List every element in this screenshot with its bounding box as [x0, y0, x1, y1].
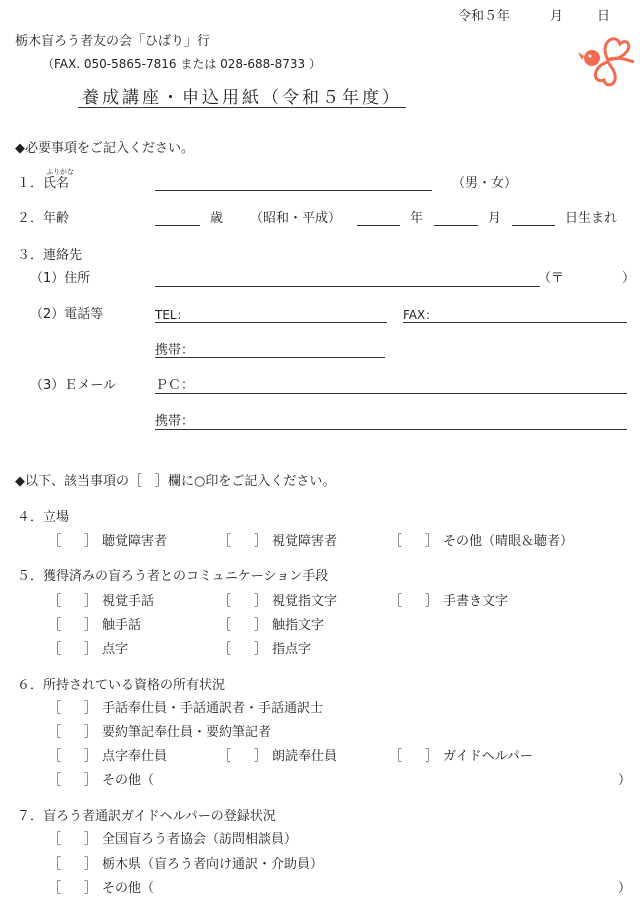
- q6-checkbox-close-bracket[interactable]: ］: [84, 749, 98, 764]
- q4-option-label: 視覚障害者: [272, 534, 338, 549]
- birth-unit: 日生まれ: [565, 211, 618, 226]
- q7-checkbox-open-bracket[interactable]: ［: [48, 832, 62, 847]
- era-choice: （昭和・平成）: [250, 211, 342, 226]
- q6-option-label: 手話奉仕員・手話通訳者・手話通訳士: [102, 701, 324, 716]
- q6-checkbox-open-bracket[interactable]: ［: [48, 749, 62, 764]
- birth-year-field[interactable]: [357, 225, 400, 226]
- q4-checkbox-close-bracket[interactable]: ］: [425, 534, 439, 549]
- q6-label: ６．所持されている資格の所有状況: [17, 678, 226, 693]
- q5-checkbox-open-bracket[interactable]: ［: [218, 594, 232, 609]
- q5-checkbox-open-bracket[interactable]: ［: [218, 642, 232, 657]
- q4-checkbox-open-bracket[interactable]: ［: [218, 534, 232, 549]
- birth-day-field[interactable]: [512, 225, 555, 226]
- age-unit: 歳: [210, 211, 224, 226]
- year-unit: 年: [410, 211, 424, 226]
- instruction-check: ◆以下、該当事項の［ ］欄に○印をご記入ください。: [15, 474, 336, 489]
- q5-checkbox-open-bracket[interactable]: ［: [48, 618, 62, 633]
- q7-checkbox-close-bracket[interactable]: ］: [84, 881, 98, 896]
- q5-checkbox-open-bracket[interactable]: ［: [48, 594, 62, 609]
- q4-checkbox-open-bracket[interactable]: ［: [48, 534, 62, 549]
- date-era-year: 令和５年: [458, 9, 511, 24]
- tel-field[interactable]: [155, 322, 387, 323]
- q7-option-label: その他（: [102, 881, 155, 896]
- address-field[interactable]: [155, 286, 540, 287]
- q5-option-label: 指点字: [272, 642, 312, 657]
- q5-checkbox-open-bracket[interactable]: ［: [48, 642, 62, 657]
- q5-checkbox-close-bracket[interactable]: ］: [254, 618, 268, 633]
- instruction-required: ◆必要事項をご記入ください。: [15, 141, 194, 156]
- q7-checkbox-open-bracket[interactable]: ［: [48, 881, 62, 896]
- pc-email-field[interactable]: [155, 393, 627, 394]
- q6-option-label: 朗読奉仕員: [272, 749, 338, 764]
- q5-checkbox-open-bracket[interactable]: ［: [389, 594, 403, 609]
- mobile-email-field[interactable]: [155, 429, 627, 430]
- date-day: 日: [597, 9, 611, 24]
- email-label: （3）Ｅメール: [30, 378, 117, 393]
- q6-option-label: ガイドヘルパー: [443, 749, 533, 764]
- q7-label: ７．盲ろう者通訳ガイドヘルパーの登録状況: [17, 809, 276, 824]
- postal-close: ）: [622, 271, 636, 286]
- q6-option-label: 要約筆記奉仕員・要約筆記者: [102, 725, 272, 740]
- q4-checkbox-close-bracket[interactable]: ］: [254, 534, 268, 549]
- q2-age-label: ２．年齢: [17, 211, 70, 226]
- date-month: 月: [550, 9, 564, 24]
- tel-label: TEL：: [155, 308, 189, 322]
- q6-checkbox-open-bracket[interactable]: ［: [48, 725, 62, 740]
- q5-checkbox-open-bracket[interactable]: ［: [218, 618, 232, 633]
- fax-label: FAX：: [403, 308, 438, 322]
- q6-checkbox-close-bracket[interactable]: ］: [254, 749, 268, 764]
- q6-option-label: 点字奉仕員: [102, 749, 168, 764]
- q7-option-label: 栃木県（盲ろう者向け通訳・介助員）: [102, 857, 324, 872]
- q1-name-label: １．氏名: [17, 176, 70, 191]
- q5-option-label: 視覚指文字: [272, 594, 338, 609]
- phone-label: （2）電話等: [30, 307, 104, 322]
- age-field[interactable]: [155, 225, 200, 226]
- q7-option-label: 全国盲ろう者協会（訪問相談員）: [102, 832, 298, 847]
- month-unit: 月: [488, 211, 502, 226]
- q7-checkbox-close-bracket[interactable]: ］: [84, 832, 98, 847]
- q7-other-close: ）: [618, 881, 632, 896]
- fax-field[interactable]: [403, 322, 627, 323]
- name-field[interactable]: [155, 190, 432, 191]
- q5-checkbox-close-bracket[interactable]: ］: [84, 594, 98, 609]
- q4-checkbox-close-bracket[interactable]: ］: [84, 534, 98, 549]
- q6-other-close: ）: [618, 773, 632, 788]
- q6-checkbox-close-bracket[interactable]: ］: [84, 701, 98, 716]
- q4-label: ４．立場: [17, 510, 70, 525]
- hibari-logo-icon: [578, 32, 634, 88]
- q6-checkbox-close-bracket[interactable]: ］: [425, 749, 439, 764]
- q6-checkbox-close-bracket[interactable]: ］: [84, 725, 98, 740]
- gender-choice: （男・女）: [452, 176, 518, 191]
- q4-checkbox-open-bracket[interactable]: ［: [389, 534, 403, 549]
- recipient: 栃木盲ろう者友の会「ひばり」行: [15, 34, 211, 49]
- q5-checkbox-close-bracket[interactable]: ］: [254, 594, 268, 609]
- page-title: 養成講座・申込用紙（令和５年度）: [78, 90, 406, 108]
- q5-checkbox-close-bracket[interactable]: ］: [84, 642, 98, 657]
- q5-label: ５．獲得済みの盲ろう者とのコミュニケーション手段: [17, 569, 329, 584]
- q6-checkbox-close-bracket[interactable]: ］: [84, 773, 98, 788]
- q5-option-label: 手書き文字: [443, 594, 509, 609]
- q6-option-label: その他（: [102, 773, 155, 788]
- q6-checkbox-open-bracket[interactable]: ［: [389, 749, 403, 764]
- q4-option-label: 聴覚障害者: [102, 534, 168, 549]
- q6-checkbox-open-bracket[interactable]: ［: [48, 701, 62, 716]
- birth-month-field[interactable]: [434, 225, 478, 226]
- furigana-label: ふりがな: [46, 168, 74, 176]
- q6-checkbox-open-bracket[interactable]: ［: [48, 773, 62, 788]
- mobile-phone-field[interactable]: [155, 357, 385, 358]
- mobile-phone-label: 携帯：: [155, 343, 195, 358]
- q5-option-label: 触指文字: [272, 618, 325, 633]
- q5-option-label: 視覚手話: [102, 594, 155, 609]
- q4-option-label: その他（晴眼＆聴者）: [443, 534, 574, 549]
- q3-contact-label: ３．連絡先: [17, 248, 83, 263]
- postal-label: （〒: [538, 271, 565, 286]
- mobile-email-label: 携帯：: [155, 414, 195, 429]
- address-label: （1）住所: [30, 271, 91, 286]
- q7-checkbox-close-bracket[interactable]: ］: [84, 857, 98, 872]
- q7-checkbox-open-bracket[interactable]: ［: [48, 857, 62, 872]
- pc-email-label: ＰＣ：: [155, 378, 195, 393]
- q5-checkbox-close-bracket[interactable]: ］: [84, 618, 98, 633]
- q5-option-label: 触手話: [102, 618, 142, 633]
- q5-checkbox-close-bracket[interactable]: ］: [254, 642, 268, 657]
- q5-checkbox-close-bracket[interactable]: ］: [425, 594, 439, 609]
- q6-checkbox-open-bracket[interactable]: ［: [218, 749, 232, 764]
- q5-option-label: 点字: [102, 642, 129, 657]
- contact-fax: （FAX. 050-5865-7816 または 028-688-8733 ）: [42, 57, 321, 71]
